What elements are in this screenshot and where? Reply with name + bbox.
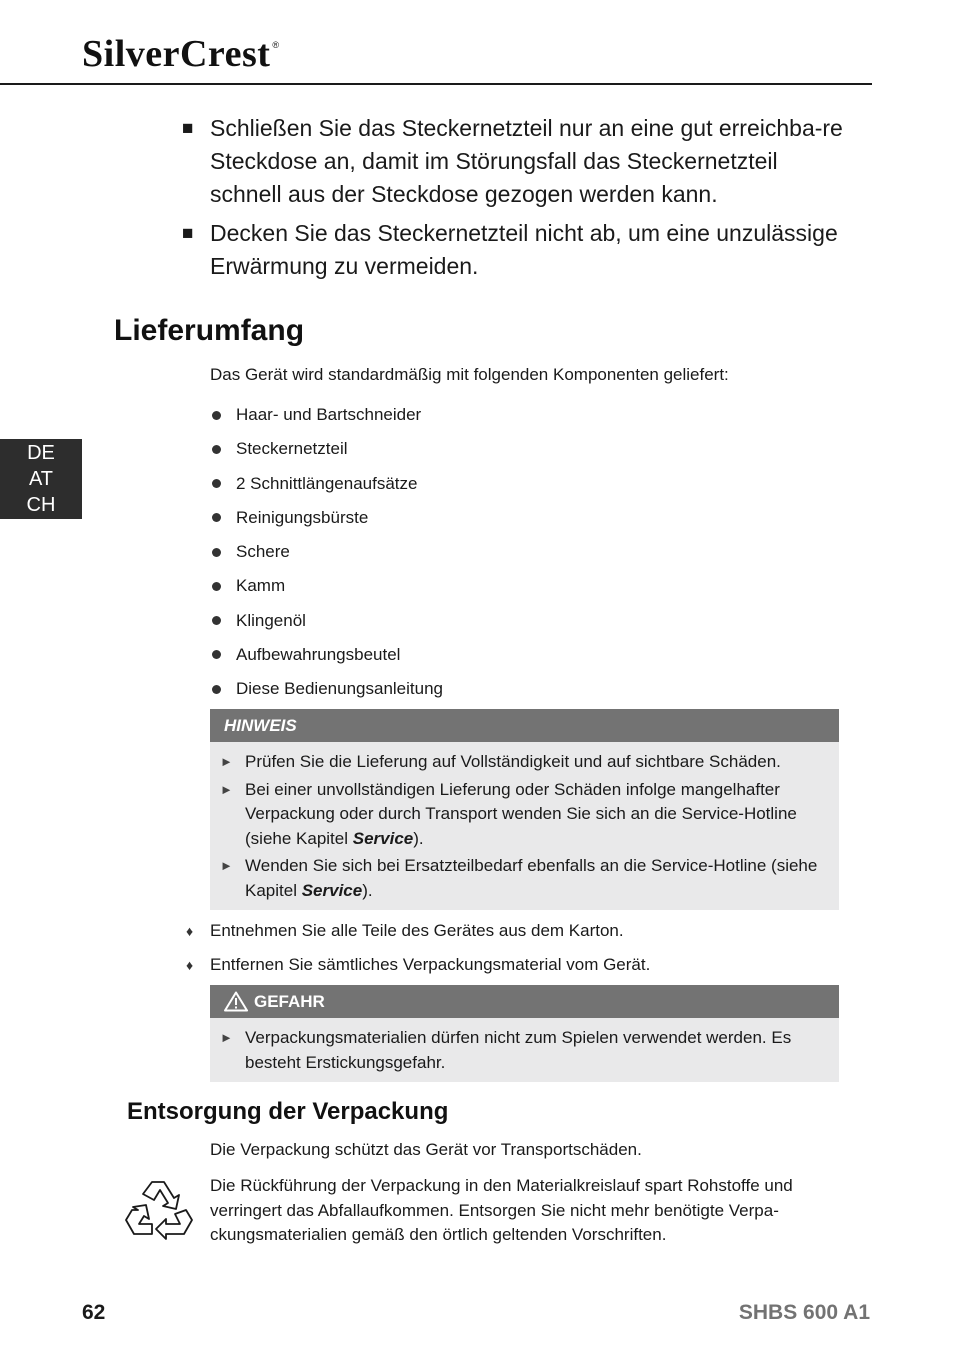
safety-bullet-text: Decken Sie das Steckernetzteil nicht ab, um eine unzulässige Erwärmung zu vermeiden. <box>210 220 838 279</box>
step-text: Entfernen Sie sämtliches Verpackungsmaterial vom Gerät. <box>210 955 651 974</box>
list-item <box>210 638 810 672</box>
hinweis-item-text-pre: Wenden Sie sich bei Ersatzteilbedarf ebenfalls an die Service-Hotline (siehe Kapitel <box>245 856 818 900</box>
language-code: AT <box>28 468 54 490</box>
hinweis-title: HINWEIS <box>210 709 839 742</box>
list-item-text: Klingenöl <box>236 610 306 630</box>
hinweis-item <box>220 854 825 903</box>
hinweis-item-text: Prüfen Sie die Lieferung auf Vollständigkeit und auf sichtbare Schäden. <box>245 752 781 771</box>
list-item-text: Aufbewahrungsbeutel <box>236 644 401 664</box>
disposal-paragraph-1: Die Verpackung schützt das Gerät vor Transportschäden. <box>210 1140 642 1159</box>
step-item <box>186 914 846 948</box>
hinweis-item-text-pre: Bei einer unvollständigen Lieferung oder Schäden infolge mangelhafter Verpackung oder durch Transport wenden Sie sich an die Service-Hotline (siehe Kapitel <box>245 779 797 848</box>
list-item <box>210 432 810 466</box>
dot-bullet-icon <box>212 616 221 625</box>
step-text: Entnehmen Sie alle Teile des Gerätes aus dem Karton. <box>210 921 624 940</box>
list-item-text: Reinigungsbürste <box>236 507 369 527</box>
list-item <box>210 535 810 569</box>
hinweis-box <box>210 709 839 910</box>
section-title: Lieferumfang <box>114 314 305 347</box>
list-item-text: 2 Schnittlängenaufsätze <box>236 473 418 493</box>
list-item <box>210 398 810 432</box>
safety-bullet-text: Schließen Sie das Steckernetzteil nur an eine gut erreichba-re Steckdose an, damit im Störungsfall das Steckernetzteil schnell aus der Steckdose gezogen werden kann. <box>210 115 843 207</box>
square-bullet-icon: ■ <box>182 118 194 139</box>
subsection-title: Entsorgung der Verpackung <box>127 1098 449 1125</box>
header-rule <box>0 83 872 85</box>
list-item-text: Diese Bedienungsanleitung <box>236 679 443 699</box>
list-item <box>210 569 810 603</box>
step-item <box>186 948 846 982</box>
hinweis-item <box>220 750 825 775</box>
chapter-reference: Service <box>352 828 414 848</box>
dot-bullet-icon <box>212 582 221 591</box>
chapter-reference: Service <box>301 880 363 900</box>
parts-list <box>210 398 810 706</box>
square-bullet-icon: ■ <box>182 223 194 244</box>
list-item-text: Haar- und Bartschneider <box>236 405 422 425</box>
diamond-icon: ♦ <box>186 923 194 939</box>
language-code: DE <box>27 442 55 464</box>
gefahr-item-text: Verpackungsmaterialien dürfen nicht zum Spielen verwendet werden. Es besteht Erstickungsgefahr. <box>245 1028 792 1072</box>
gefahr-title: GEFAHR <box>254 991 325 1011</box>
gefahr-box <box>210 985 839 1082</box>
list-item-text: Kamm <box>236 576 286 596</box>
diamond-icon: ♦ <box>186 957 194 973</box>
dot-bullet-icon <box>212 445 221 454</box>
arrow-right-icon: ► <box>220 754 233 769</box>
gefahr-header <box>210 985 839 1018</box>
hinweis-item-text <box>245 778 825 852</box>
section-intro: Das Gerät wird standardmäßig mit folgenden Komponenten geliefert: <box>210 365 729 384</box>
steps-list <box>186 914 846 982</box>
disposal-paragraph-2: Die Rückführung der Verpackung in den Materialkreislauf spart Rohstoffe und verringert das Abfallaufkommen. Entsorgen Sie nicht mehr benötigte Verpa-ckungsmaterialien gemäß den örtlich geltenden Vorschriften. <box>210 1176 793 1244</box>
arrow-right-icon: ► <box>220 1030 233 1045</box>
list-item <box>210 604 810 638</box>
model-number: SHBS 600 A1 <box>738 1301 870 1324</box>
recycle-icon <box>124 1176 194 1242</box>
gefahr-item <box>220 1026 825 1075</box>
list-item <box>210 467 810 501</box>
hinweis-item <box>220 778 825 852</box>
safety-bullet <box>182 217 852 283</box>
registered-mark: ® <box>272 40 280 50</box>
hinweis-item-text-post: ). <box>413 828 424 848</box>
dot-bullet-icon <box>212 685 221 694</box>
list-item <box>210 501 810 535</box>
language-tab <box>0 439 82 519</box>
hinweis-item-text <box>245 854 825 903</box>
safety-bullets <box>182 112 852 289</box>
gefahr-body <box>210 1018 839 1082</box>
dot-bullet-icon <box>212 548 221 557</box>
page-number: 62 <box>82 1301 106 1324</box>
list-item-text: Schere <box>236 542 290 562</box>
brand-logo <box>82 32 280 76</box>
brand-logo-text: SilverCrest <box>82 33 271 75</box>
language-code: CH <box>26 494 56 516</box>
hinweis-body <box>210 742 839 910</box>
dot-bullet-icon <box>212 479 221 488</box>
hinweis-item-text-post: ). <box>362 880 373 900</box>
list-item-text: Steckernetzteil <box>236 439 348 459</box>
dot-bullet-icon <box>212 650 221 659</box>
dot-bullet-icon <box>212 513 221 522</box>
arrow-right-icon: ► <box>220 858 233 873</box>
arrow-right-icon: ► <box>220 781 233 797</box>
safety-bullet <box>182 112 852 211</box>
list-item <box>210 672 810 706</box>
warning-triangle-icon <box>224 991 248 1012</box>
dot-bullet-icon <box>212 411 221 420</box>
